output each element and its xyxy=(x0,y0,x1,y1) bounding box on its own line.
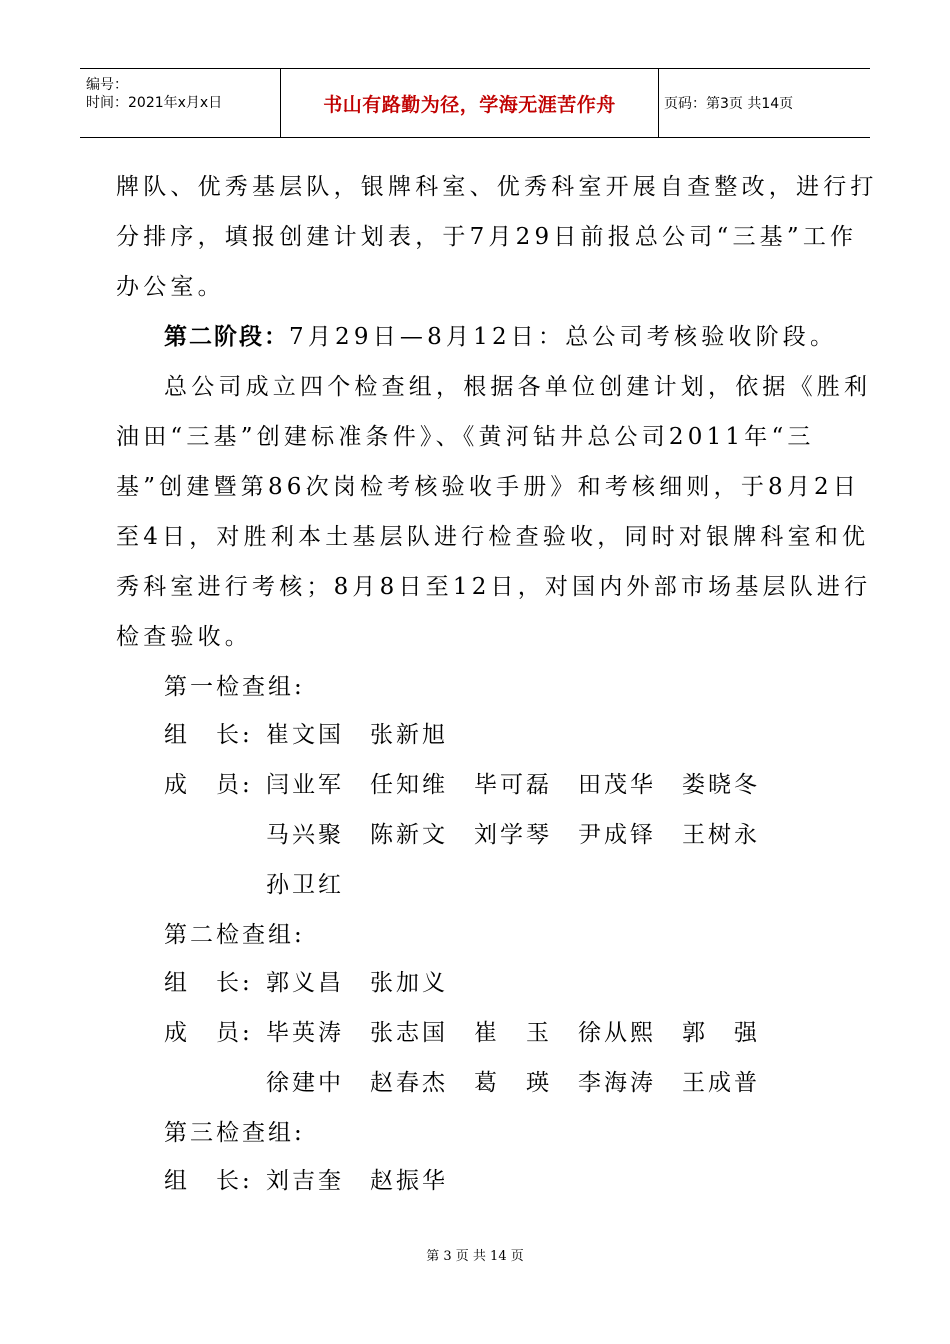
stage2-text: 7月29日—8月12日：总公司考核验收阶段。 xyxy=(289,324,838,350)
body-line-2: 分排序，填报创建计划表，于7月29日前报总公司“三基”工作 xyxy=(116,224,858,250)
page-footer: 第 3 页 共 14 页 xyxy=(426,1249,524,1264)
group2-leader-label: 组 长: xyxy=(164,970,253,996)
group1-member-label: 成 员: xyxy=(164,772,253,798)
number-label: 编号： xyxy=(86,77,128,93)
stage2-line xyxy=(164,322,837,352)
stage2-label: 第二阶段： xyxy=(164,323,289,350)
header-table xyxy=(80,68,870,138)
group1-title: 第一检查组: xyxy=(164,674,305,700)
time-label: 时间：2021年x月x日 xyxy=(86,95,223,111)
para2-line-2: 油田“三基”创建标准条件》、《黄河钻井总公司2011年“三 xyxy=(116,424,815,450)
group1-members-row-2: 马兴聚 陈新文 刘学琴 尹成铎 王树永 xyxy=(266,822,760,848)
header-meta-cell xyxy=(80,69,281,137)
group2-title: 第二检查组: xyxy=(164,922,305,948)
group1-leader-label: 组 长: xyxy=(164,722,253,748)
para2-line-6: 检查验收。 xyxy=(116,624,252,650)
group2-members-row-1: 毕英涛 张志国 崔 玉 徐从熙 郭 强 xyxy=(266,1020,760,1046)
group1-members-row-1: 闫业军 任知维 毕可磊 田茂华 娄晓冬 xyxy=(266,772,760,798)
para2-line-1: 总公司成立四个检查组，根据各单位创建计划，依据《胜利 xyxy=(164,374,872,400)
group2-member-label: 成 员: xyxy=(164,1020,253,1046)
header-page-info: 页码：第3页 共14页 xyxy=(664,96,794,112)
header-motto: 书山有路勤为径，学海无涯苦作舟 xyxy=(281,69,659,137)
group1-leaders: 崔文国 张新旭 xyxy=(266,722,448,748)
para2-line-5: 秀科室进行考核；8月8日至12日，对国内外部市场基层队进行 xyxy=(116,574,872,600)
group3-title: 第三检查组: xyxy=(164,1120,305,1146)
group2-members-row-2: 徐建中 赵春杰 葛 瑛 李海涛 王成普 xyxy=(266,1070,760,1096)
body-line-1: 牌队、优秀基层队，银牌科室、优秀科室开展自查整改，进行打 xyxy=(116,174,878,200)
para2-line-3: 基”创建暨第86次岗检考核验收手册》和考核细则，于8月2日 xyxy=(116,474,861,500)
group3-leader-label: 组 长: xyxy=(164,1168,253,1194)
body-line-3: 办公室。 xyxy=(116,274,225,300)
group1-members-row-3: 孙卫红 xyxy=(266,872,344,898)
group2-leaders: 郭义昌 张加义 xyxy=(266,970,448,996)
para2-line-4: 至4日，对胜利本土基层队进行检查验收，同时对银牌科室和优 xyxy=(116,524,870,550)
group3-leaders: 刘吉奎 赵振华 xyxy=(266,1168,448,1194)
